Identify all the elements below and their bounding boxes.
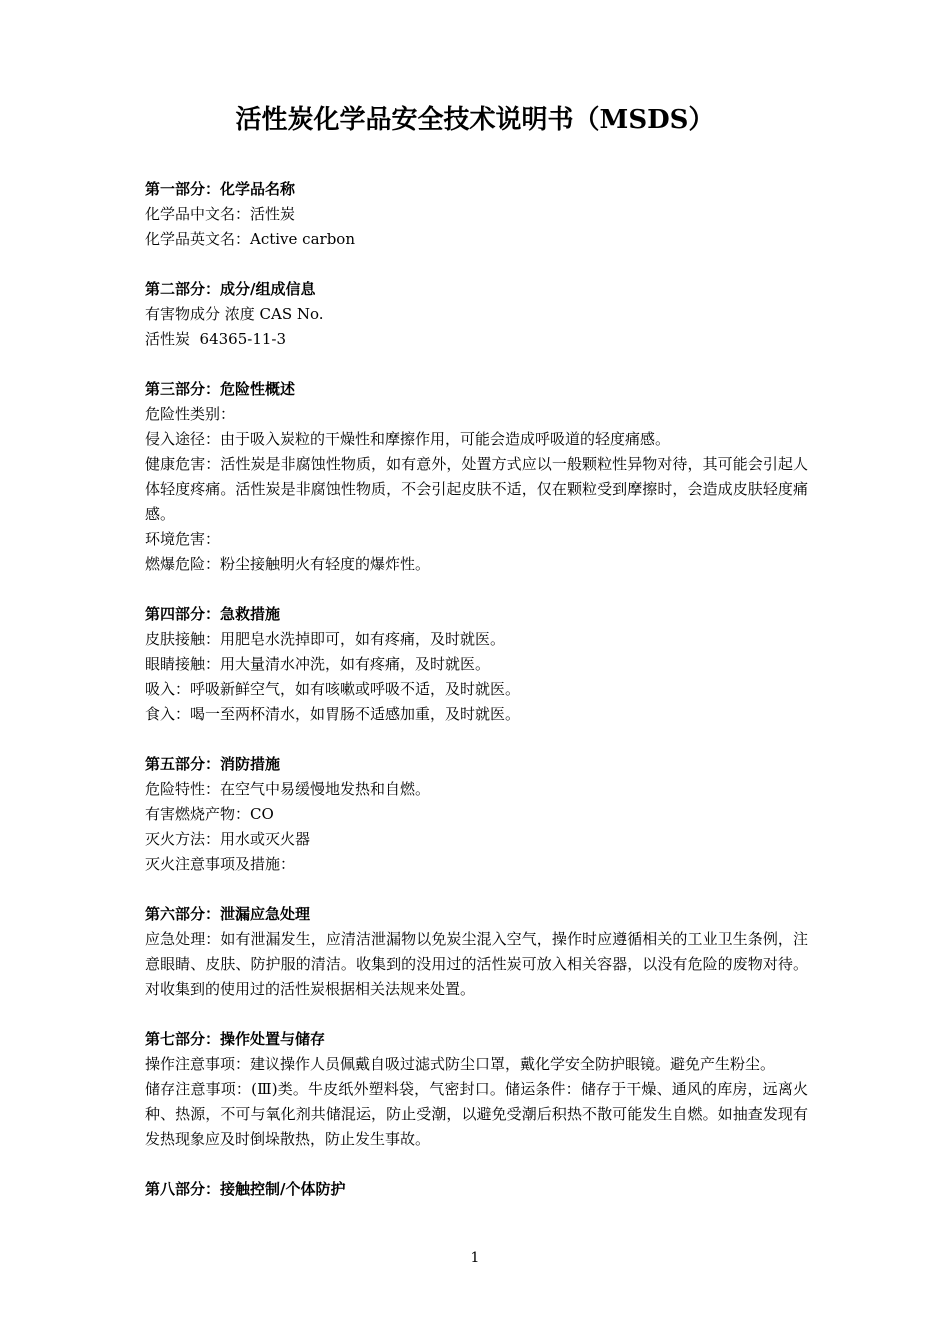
document-body [145, 177, 808, 1227]
paragraph-line: 吸入：呼吸新鲜空气，如有咳嗽或呼吸不适，及时就医。 [145, 680, 521, 698]
paragraph-line: 侵入途径：由于吸入炭粒的干燥性和摩擦作用，可能会造成呼吸道的轻度痛感。 [145, 430, 671, 448]
paragraph-line: 操作注意事项：建议操作人员佩戴自吸过滤式防尘口罩，戴化学安全防护眼镜。避免产生粉尘。 [145, 1055, 776, 1073]
section-heading: 第八部分：接触控制/个体防护 [145, 1180, 346, 1198]
section-heading: 第四部分：急救措施 [145, 605, 281, 623]
paragraph-line: 有害燃烧产物：CO [145, 805, 274, 823]
paragraph-line: 灭火注意事项及措施： [145, 855, 296, 873]
section-composition [145, 277, 808, 352]
paragraph-line: 活性炭 64365-11-3 [145, 330, 287, 348]
paragraph-line: 危险特性：在空气中易缓慢地发热和自燃。 [145, 780, 431, 798]
page-number: 1 [470, 1250, 480, 1266]
section-heading: 第五部分：消防措施 [145, 755, 281, 773]
paragraph-line: 化学品英文名：Active carbon [145, 230, 355, 248]
section-heading: 第六部分：泄漏应急处理 [145, 905, 311, 923]
paragraph-line: 燃爆危险：粉尘接触明火有轻度的爆炸性。 [145, 555, 431, 573]
paragraph-line: 化学品中文名：活性炭 [145, 205, 296, 223]
section-chemical-name [145, 177, 808, 252]
paragraph-line: 储存注意事项：(Ⅲ)类。牛皮纸外塑料袋，气密封口。储运条件：储存于干燥、通风的库房，远离火种、热源，不可与氧化剂共储混运，防止受潮，以避免受潮后积热不散可能发生自燃。如抽查发现有发热现象应及时倒垛散热，防止发生事故。 [145, 1080, 808, 1148]
paragraph-line: 应急处理：如有泄漏发生，应清洁泄漏物以免炭尘混入空气，操作时应遵循相关的工业卫生条例，注意眼睛、皮肤、防护服的清洁。收集到的没用过的活性炭可放入相关容器，以没有危险的废物对待。对收集到的使用过的活性炭根据相关法规来处置。 [145, 930, 808, 998]
paragraph-line: 食入：喝一至两杯清水，如胃肠不适感加重，及时就医。 [145, 705, 521, 723]
section-heading: 第三部分：危险性概述 [145, 380, 296, 398]
paragraph-line: 皮肤接触：用肥皂水洗掉即可，如有疼痛，及时就医。 [145, 630, 506, 648]
section-hazards [145, 377, 808, 577]
section-heading: 第一部分：化学品名称 [145, 180, 296, 198]
section-heading: 第七部分：操作处置与储存 [145, 1030, 326, 1048]
paragraph-line: 危险性类别： [145, 405, 236, 423]
section-spill-response [145, 902, 808, 1002]
document-title: 活性炭化学品安全技术说明书（MSDS） [235, 105, 715, 135]
paragraph-line: 环境危害： [145, 530, 221, 548]
paragraph-line: 有害物成分 浓度 CAS No. [145, 305, 324, 323]
section-first-aid [145, 602, 808, 727]
paragraph-line: 健康危害：活性炭是非腐蚀性物质，如有意外，处置方式应以一般颗粒性异物对待，其可能会引起人体轻度疼痛。活性炭是非腐蚀性物质，不会引起皮肤不适，仅在颗粒受到摩擦时，会造成皮肤轻度痛感。 [145, 455, 808, 523]
section-exposure-controls [145, 1177, 808, 1202]
section-heading: 第二部分：成分/组成信息 [145, 280, 316, 298]
paragraph-line: 眼睛接触：用大量清水冲洗，如有疼痛，及时就医。 [145, 655, 491, 673]
section-handling-storage [145, 1027, 808, 1152]
paragraph-line: 灭火方法：用水或灭火器 [145, 830, 311, 848]
section-fire-fighting [145, 752, 808, 877]
